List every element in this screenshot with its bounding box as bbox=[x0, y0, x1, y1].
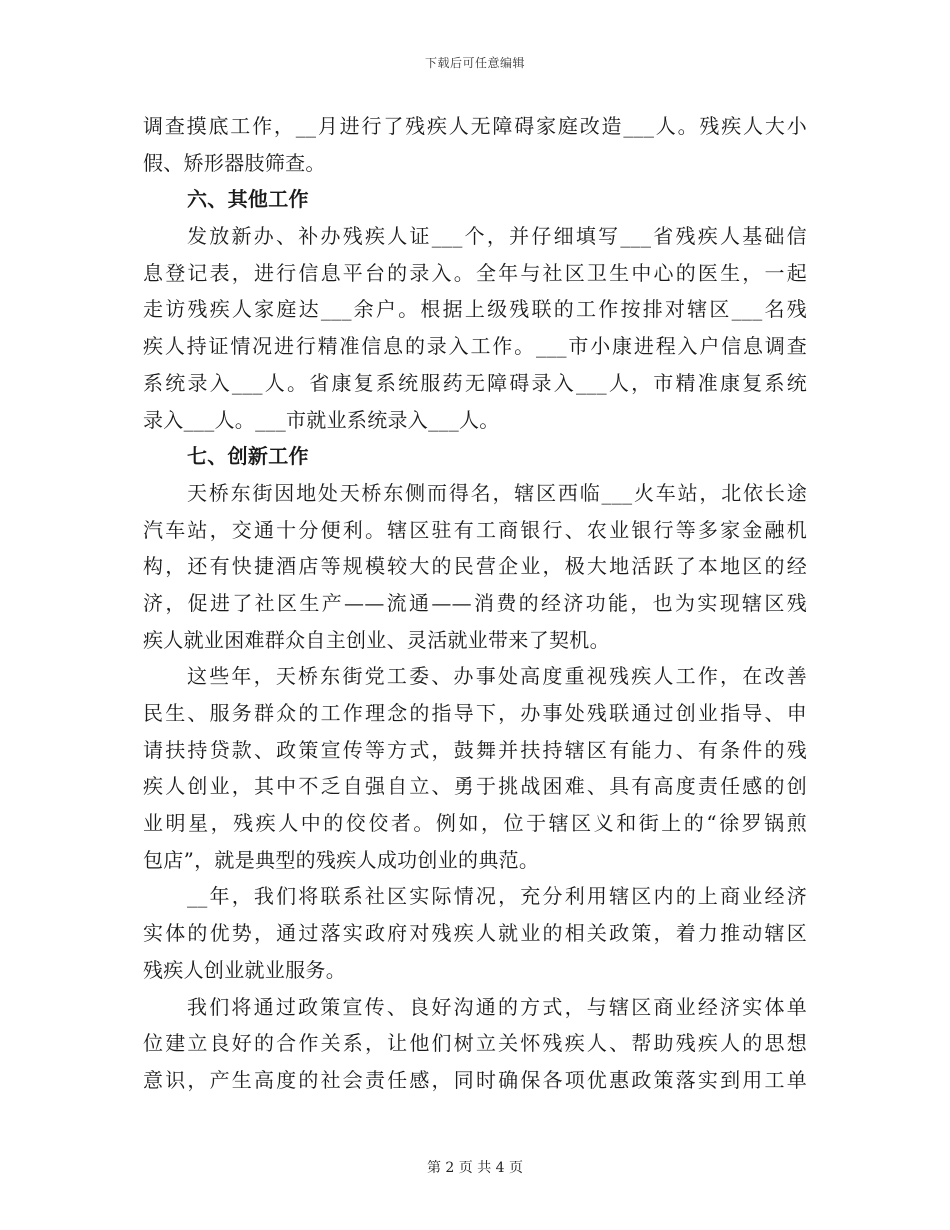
text-line: 残疾人创业就业服务。 bbox=[143, 957, 346, 982]
text-line: 录入___人。___市就业系统录入___人。 bbox=[143, 407, 500, 432]
text-line: 位建立良好的合作关系，让他们树立关怀残疾人、帮助残疾人的思想 bbox=[143, 1031, 807, 1056]
text-line: __年，我们将联系社区实际情况，充分利用辖区内的上商业经济 bbox=[187, 884, 807, 909]
text-line: 假、矫形器肢筛查。 bbox=[143, 150, 326, 175]
text-line: 包店”，就是典型的残疾人成功创业的典范。 bbox=[143, 847, 540, 872]
text-line: 走访残疾人家庭达___余户。根据上级残联的工作按排对辖区___名残 bbox=[143, 297, 807, 322]
text-line: 疾人持证情况进行精准信息的录入工作。___市小康进程入户信息调查 bbox=[143, 334, 807, 359]
text-line: 实体的优势，通过落实政府对残疾人就业的相关政策，着力推动辖区 bbox=[143, 921, 807, 946]
text-line: 济，促进了社区生产——流通——消费的经济功能，也为实现辖区残 bbox=[143, 590, 807, 615]
text-line: 构，还有快捷酒店等规模较大的民营企业，极大地活跃了本地区的经 bbox=[143, 554, 807, 579]
page-header: 下载后可任意编辑 bbox=[424, 56, 525, 70]
text-line: 息登记表，进行信息平台的录入。全年与社区卫生中心的医生，一起 bbox=[143, 260, 807, 285]
text-line: 调查摸底工作，__月进行了残疾人无障碍家庭改造___人。残疾人大小 bbox=[143, 114, 807, 138]
text-line: 这些年，天桥东街党工委、办事处高度重视残疾人工作，在改善 bbox=[187, 664, 807, 689]
section-heading: 六、其他工作 bbox=[187, 187, 309, 212]
text-line: 我们将通过政策宣传、良好沟通的方式，与辖区商业经济实体单 bbox=[187, 994, 807, 1019]
text-line: 天桥东街因地处天桥东侧而得名，辖区西临___火车站，北依长途 bbox=[187, 480, 807, 505]
document-body bbox=[143, 108, 807, 1099]
text-line: 发放新办、补办残疾人证___个，并仔细填写___省残疾人基础信 bbox=[187, 224, 807, 249]
page-number: 第 2 页 共 4 页 bbox=[426, 1160, 524, 1176]
text-line: 汽车站，交通十分便利。辖区驻有工商银行、农业银行等多家金融机 bbox=[143, 517, 807, 542]
text-line: 民生、服务群众的工作理念的指导下，办事处残联通过创业指导、申 bbox=[143, 701, 807, 725]
text-line: 系统录入___人。省康复系统服药无障碍录入___人，市精准康复系统 bbox=[143, 370, 807, 395]
text-line: 业明星，残疾人中的佼佼者。例如，位于辖区义和街上的“徐罗锅煎 bbox=[143, 811, 807, 836]
text-line: 疾人就业困难群众自主创业、灵活就业带来了契机。 bbox=[143, 627, 610, 652]
text-line: 意识，产生高度的社会责任感，同时确保各项优惠政策落实到用工单 bbox=[143, 1067, 807, 1092]
section-heading: 七、创新工作 bbox=[187, 444, 309, 469]
text-line: 疾人创业，其中不乏自强自立、勇于挑战困难、具有高度责任感的创 bbox=[143, 774, 807, 799]
text-line: 请扶持贷款、政策宣传等方式，鼓舞并扶持辖区有能力、有条件的残 bbox=[143, 737, 807, 762]
